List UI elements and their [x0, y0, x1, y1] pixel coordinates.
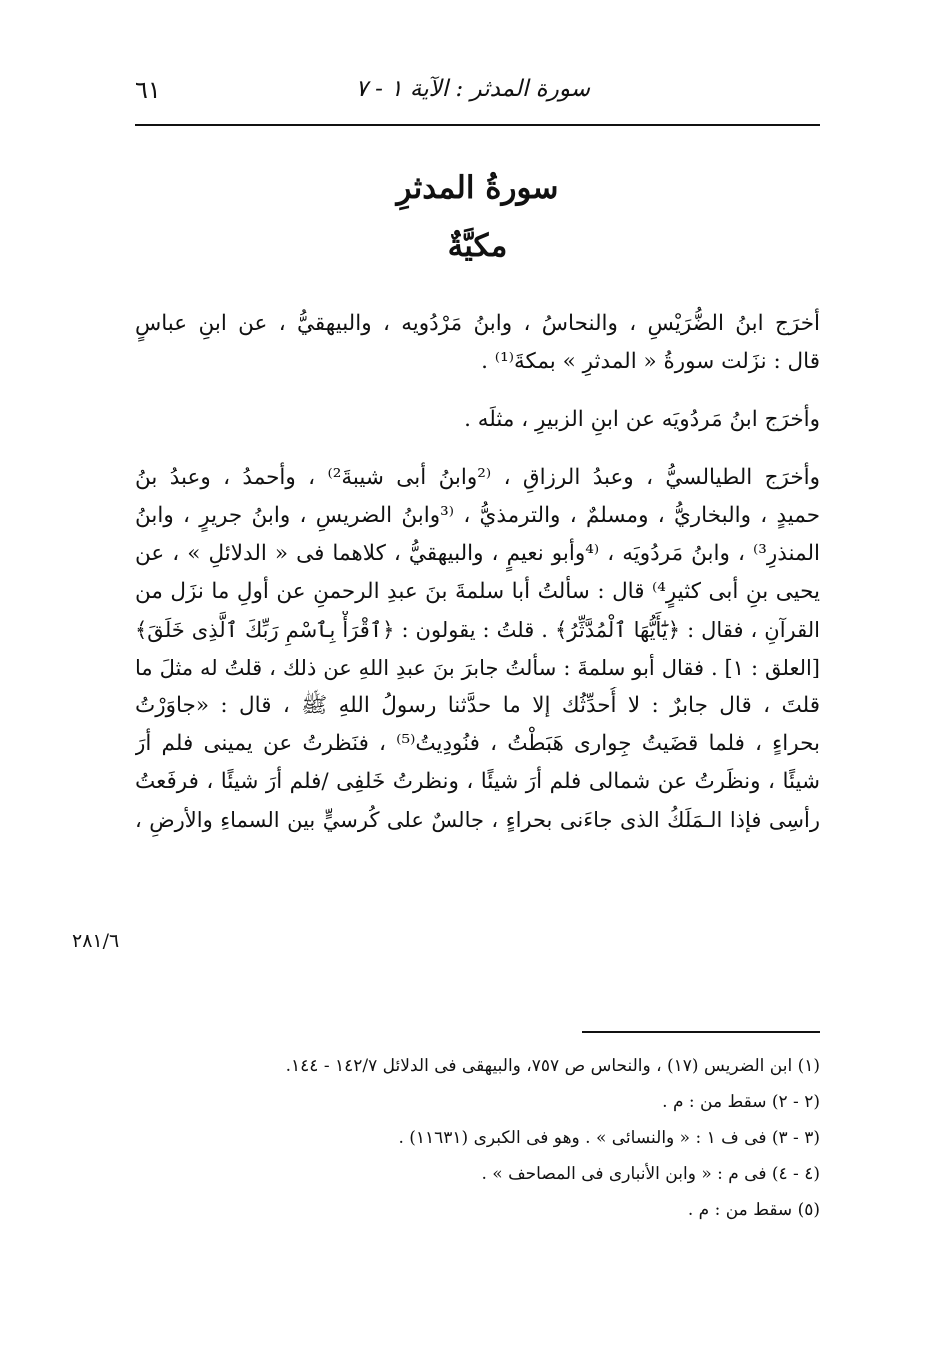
footnote: (١) ابن الضريس (١٧) ، والنحاس ص ٧٥٧، والبيهقى فى الدلائل ١٤٢/٧ - ١٤٤.: [285, 1056, 820, 1076]
body-line: قال : نزَلت سورةُ « المدثرِ » بمكةَ⁽¹⁾ .: [481, 349, 820, 374]
body-line: وأخرَج الطيالسيُّ ، وعبدُ الرزاقِ ، ⁽²وابنُ أبى شيبةَ²⁾ ، وأحمدُ ، وعبدُ بنُ: [135, 465, 820, 490]
footnote: (٤ - ٤) فى م : « وابن الأنبارى فى المصاحف » .: [481, 1164, 820, 1184]
body-line: أخرَج ابنُ الضُّرَيْسِ ، والنحاسُ ، وابنُ مَرْدُويه ، والبيهقيُّ ، عن ابنِ عباسٍ: [135, 311, 820, 336]
body-line: بحراءٍ ، فلما قضَيتُ جِوارى هَبَطْتُ ، فنُودِيتُ⁽⁵⁾ ، فنَظرتُ عن يمينى فلم أرَ: [135, 731, 820, 756]
body-line: شيئًا ، ونظَرتُ عن شمالى فلم أرَ شيئًا ، ونظرتُ خَلفِى /فلم أرَ شيئًا ، فرفَعتُ: [135, 769, 820, 794]
body-line: يحيى بنِ أبى كثيرٍ⁴⁾ قال : سألتُ أبا سلمةَ بنَ عبدِ الرحمنِ عن أولِ ما نزَل من: [135, 579, 820, 604]
body-line: المنذرِ³⁾ ، وابنُ مَردُويَه ، ⁽⁴وأبو نعيمٍ ، والبيهقيُّ ، كلاهما فى « الدلائلِ » ، عن: [135, 541, 820, 566]
surah-title: سورةُ المدثرِ: [396, 170, 559, 206]
body-line: رأسِى فإذا الـمَلَكُ الذى جاءَنى بحراءٍ ، جالسٌ على كُرسيٍّ بين السماءِ والأرضِ ،: [135, 808, 820, 832]
footnote: (٢ - ٢) سقط من : م .: [662, 1092, 820, 1112]
footnote-divider: [582, 1031, 820, 1033]
paragraph-gap: [135, 439, 820, 459]
body-line: قلتَ ، قال جابرٌ : لا أُحدِّثُك إلا ما حدَّثنا رسولُ اللهِ ﷺ ، قال : «جاوَرْتُ: [135, 693, 820, 718]
running-header-title: سورة المدثر : الآية ١ - ٧: [355, 76, 590, 102]
margin-reference: ٢٨١/٦: [72, 930, 120, 952]
surah-type: مكيَّةٌ: [447, 228, 508, 264]
running-header: [135, 70, 820, 120]
footnote: (٣ - ٣) فى ف ١ : « والنسائى » . وهو فى الكبرى (١١٦٣١) .: [398, 1128, 820, 1148]
paragraph-gap: [135, 381, 820, 401]
body-line: [العلق : ١] . فقال أبو سلمةَ : سألتُ جابرَ بنَ عبدِ اللهِ عن ذلك ، قلتُ له مثلَ ما: [135, 656, 820, 680]
body-line: القرآنِ ، فقال : ﴿يَٰٓأَيُّهَا ٱلْمُدَّثِّرُ﴾ . قلتُ : يقولون : ﴿ٱقْرَأْ بِٱسْمِ رَبِّكَ ٱلَّذِى خَلَقَ﴾: [135, 618, 820, 642]
footnote: (٥) سقط من : م .: [687, 1200, 820, 1220]
body-text: [135, 305, 820, 839]
header-divider: [135, 124, 820, 126]
page-number: ٦١: [135, 76, 161, 104]
footnotes: [135, 1048, 820, 1228]
body-line: وأخرَج ابنُ مَردُويَه عن ابنِ الزبيرِ ، مثلَه .: [464, 407, 820, 432]
body-line: حميدٍ ، والبخاريُّ ، ومسلمٌ ، والترمذيُّ ، ⁽³وابنُ الضريسِ ، وابنُ جريرٍ ، وابنُ: [135, 503, 820, 528]
